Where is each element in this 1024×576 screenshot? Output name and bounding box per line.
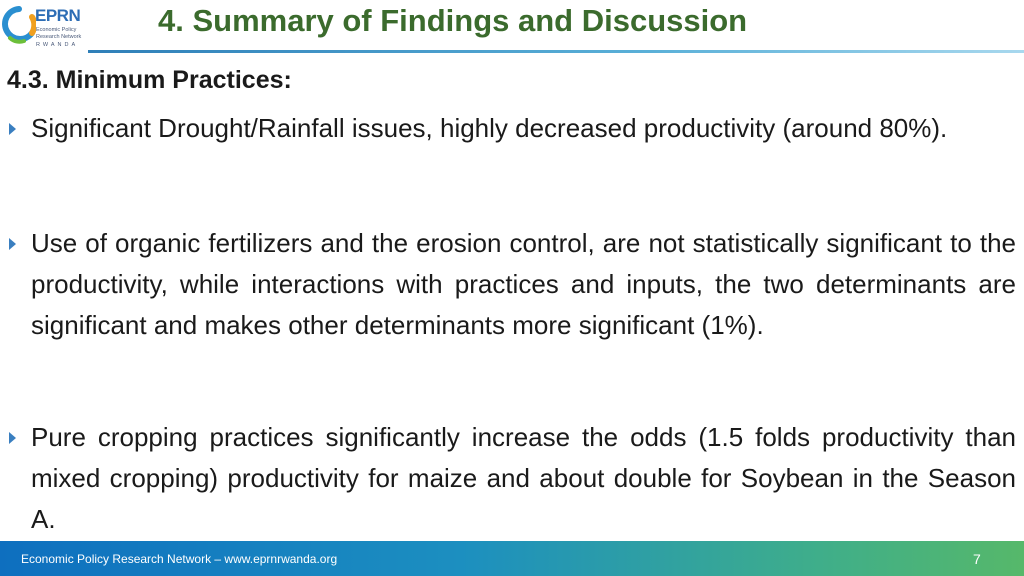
bullet-arrow-icon (9, 123, 16, 135)
logo-mark-icon (2, 3, 36, 49)
eprn-logo (2, 3, 92, 51)
footer-text: Economic Policy Research Network – www.eprnrwanda.org (21, 552, 338, 566)
logo-line-1: Economic Policy (36, 27, 77, 33)
slide-footer (0, 541, 1024, 576)
bullet-text: Pure cropping practices significantly increase the odds (1.5 folds productivity than mixed cropping) productivity for maize and about double for Soybean in the Season A. (31, 422, 1016, 534)
bullet-text: Use of organic fertilizers and the erosion control, are not statistically significant to the productivity, while interactions with practices and inputs, the two determinants are significant and makes other determinants more significant (1%). (31, 228, 1016, 340)
bullet-arrow-icon (9, 238, 16, 250)
header-divider (88, 50, 1024, 53)
logo-line-3: RWANDA (36, 42, 79, 48)
slide-header (0, 0, 1024, 54)
logo-line-2: Research Network (36, 34, 82, 40)
slide-title: 4. Summary of Findings and Discussion (158, 3, 748, 38)
bullet-arrow-icon (9, 432, 16, 444)
page-number: 7 (973, 551, 981, 567)
bullet-text: Significant Drought/Rainfall issues, highly decreased productivity (around 80%). (31, 113, 948, 143)
section-heading: 4.3. Minimum Practices: (7, 66, 292, 94)
logo-name: EPRN (35, 6, 81, 25)
